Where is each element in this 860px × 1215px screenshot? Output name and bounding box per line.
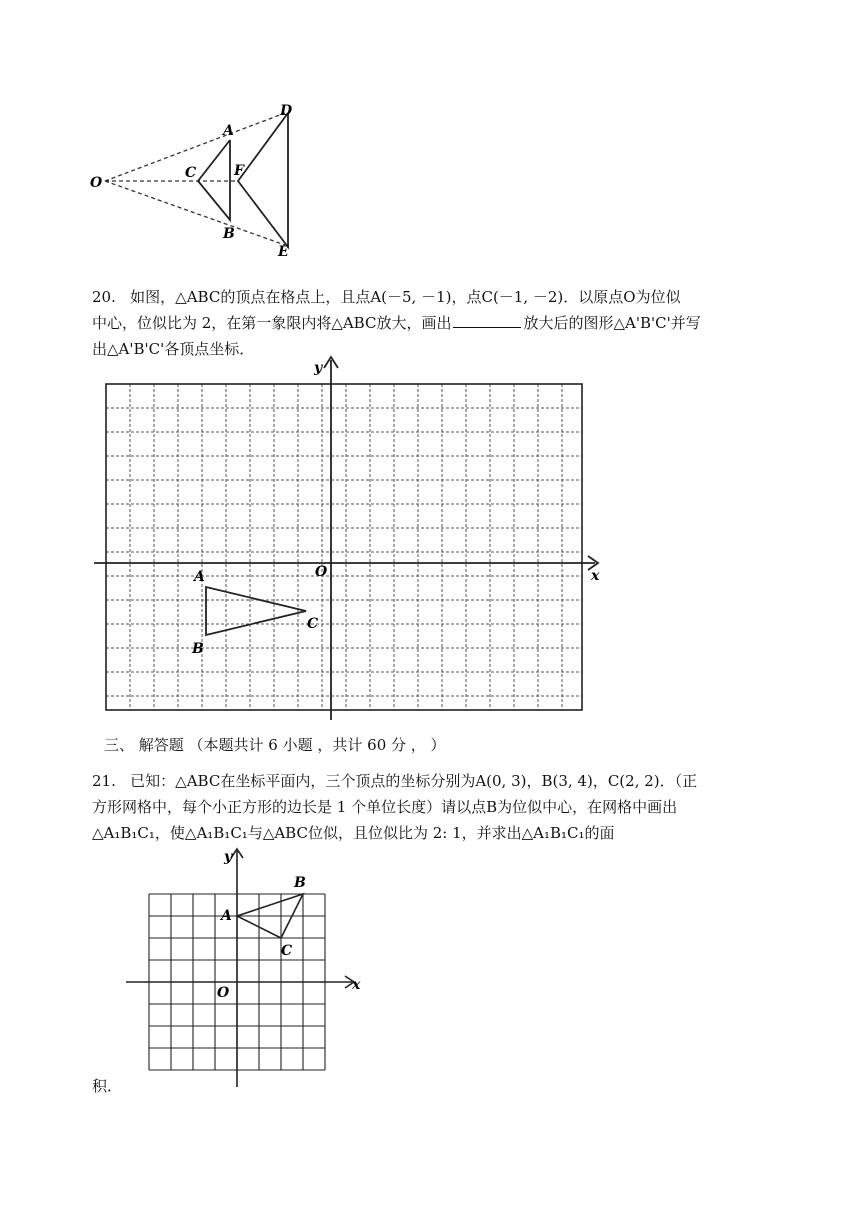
q21-line3 — [92, 822, 615, 843]
triangle-def — [238, 113, 288, 247]
q21-grid — [120, 845, 370, 1090]
q20-label-a: A — [194, 569, 205, 585]
q21-label-c: C — [281, 943, 293, 959]
q21-line1 — [92, 770, 697, 791]
q20-text-1: 如图，△ABC的顶点在格点上，且点A(－5, －1)，点C(－1, －2)．以原点O为位似 — [130, 288, 681, 306]
label-c: C — [185, 165, 197, 181]
fig19-diagram — [80, 95, 310, 265]
label-b: B — [223, 226, 235, 242]
label-e: E — [278, 244, 289, 260]
q21-line2 — [92, 796, 677, 817]
q20-origin-label: O — [315, 564, 328, 580]
q20-triangle-abc — [206, 587, 306, 635]
q20-text-3: 出△A'B'C'各顶点坐标． — [92, 340, 255, 358]
q20-number: 20. — [92, 288, 116, 306]
q20-line2 — [92, 312, 701, 333]
q21-axis-x-label: x — [352, 977, 361, 993]
q20-label-b: B — [192, 641, 204, 657]
label-f: F — [234, 163, 244, 179]
q21-text-1: 已知：△ABC在坐标平面内，三个顶点的坐标分别为A(0, 3)，B(3, 4)，C(2, 2)．（正 — [130, 772, 698, 790]
q20-text-2: 中心，位似比为 2，在第一象限内将△ABC放大，画出 — [92, 314, 452, 332]
q21-text-2: 方形网格中，每个小正方形的边长是 1 个单位长度）请以点B为位似中心，在网格中画出 — [92, 798, 678, 816]
q20-grid-border — [106, 384, 582, 710]
q20-axis-x-label: x — [591, 568, 600, 584]
triangle-abc — [198, 140, 230, 220]
q21-text-3: △A₁B₁C₁，使△A₁B₁C₁与△ABC位似，且位似比为 2: 1，并求出△A₁B₁C₁的面 — [92, 824, 615, 842]
label-d: D — [280, 103, 293, 119]
q21-axis-y-label: y — [224, 849, 233, 865]
q20-label-c: C — [307, 616, 319, 632]
q20-axis-y-label: y — [314, 360, 323, 376]
section3-heading: 三、 解答题 （本题共计 6 小题 ，共计 60 分 ， ） — [104, 736, 446, 754]
ray-o-e — [105, 181, 285, 245]
q20-answer-blank[interactable] — [453, 313, 521, 328]
q21-label-a: A — [221, 908, 232, 924]
q21-number: 21. — [92, 772, 116, 790]
q20-line1 — [92, 286, 681, 307]
q21-origin-label: O — [217, 985, 230, 1001]
label-o: O — [90, 175, 103, 191]
q20-grid — [90, 352, 610, 722]
q20-text-2b: 放大后的图形△A'B'C'并写 — [523, 314, 701, 332]
q21-label-b: B — [294, 875, 306, 891]
label-a: A — [223, 123, 234, 139]
q21-line4: 积． — [92, 1077, 123, 1095]
